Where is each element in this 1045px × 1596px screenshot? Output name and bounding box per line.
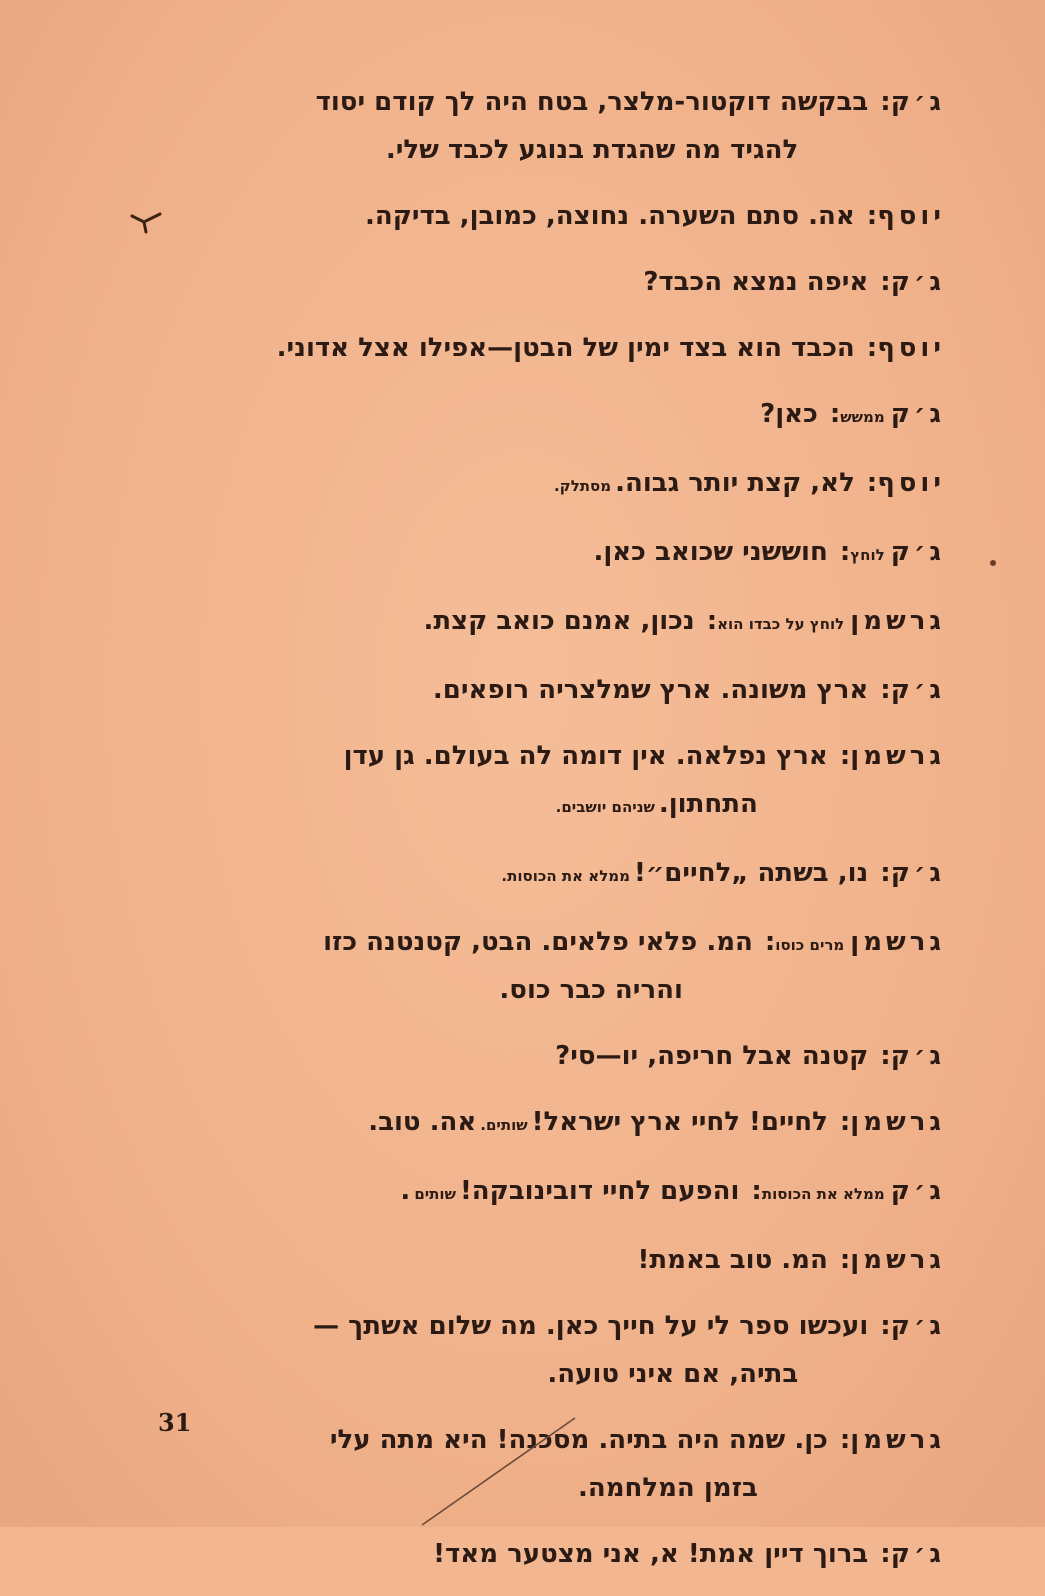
line-text: קטנה אבל חריפה, יו—סי?: [555, 1041, 869, 1071]
line-text: המ. פלאי פלאים. הבט, קטנטנה כזו והריה כבר כוס.: [145, 918, 753, 1014]
speaker-name: ג׳ק: [890, 1311, 945, 1341]
dialogue-line-15: [145, 1167, 945, 1218]
stage-direction: ממלא את הכוסות.: [501, 867, 630, 885]
speaker-colon: :: [880, 858, 891, 888]
dialogue-line-11: [145, 849, 945, 900]
speaker-name: יוסף: [877, 468, 945, 498]
stage-direction: שותים: [414, 1185, 456, 1203]
stage-direction: שניהם יושבים.: [555, 798, 655, 816]
speaker-colon: :: [880, 1311, 891, 1341]
dialogue-line-19: [145, 1530, 945, 1578]
speaker-name: ג׳ק: [890, 87, 945, 117]
speaker-name: יוסף: [877, 201, 945, 231]
speaker-colon: :: [839, 1245, 851, 1275]
speaker-name: ג׳קלוחץ: [850, 537, 945, 567]
speaker-colon: :: [839, 1425, 851, 1455]
stage-direction: מסתלק.: [553, 477, 612, 495]
line-text: כן. שמה היה בתיה. מסכנה! היא מתה עלי בזמן המלחמה.: [145, 1416, 828, 1512]
line-text: נו, בשתה „לחיים״!ממלא את הכוסות.: [501, 858, 869, 888]
speaker-colon: :: [880, 87, 891, 117]
line-text: נכון, אמנם כואב קצת.: [423, 606, 695, 636]
speaker-colon: :: [829, 399, 841, 429]
speaker-name: ג׳ק: [890, 267, 945, 297]
dialogue-line-10: [145, 732, 945, 831]
dialogue-line-7: [145, 528, 945, 579]
pencil-tick-mark: [130, 208, 164, 234]
dialogue-line-16: [145, 1236, 945, 1284]
dialogue-line-4: [145, 324, 945, 372]
stage-direction: לוחץ: [850, 546, 885, 564]
stage-direction: מרים כוסו: [775, 936, 845, 954]
pencil-stroke-mark: [420, 1410, 580, 1527]
stage-direction: לוחץ על כבדו הוא: [717, 615, 845, 633]
dialogue-line-1: [145, 78, 945, 174]
dialogue-line-5: [145, 390, 945, 441]
dialogue-line-2: [145, 192, 945, 240]
line-text: ברוך דיין אמת! א, אני מצטער מאד!: [433, 1539, 869, 1569]
line-text: לחיים! לחיי ארץ ישראל!שותים.אה. טוב.: [368, 1107, 828, 1137]
line-continuation: להגיד מה שהגדת בנוגע לכבד שלי.: [385, 135, 799, 165]
line-text: חוששני שכואב כאן.: [593, 537, 828, 567]
line-text: אה. סתם השערה. נחוצה, כמובן, בדיקה.: [364, 201, 855, 231]
speaker-colon: :: [866, 468, 878, 498]
speaker-colon: :: [866, 333, 878, 363]
dialogue-line-6: [145, 459, 945, 510]
dialogue-line-8: [145, 597, 945, 648]
dialogue-line-9: [145, 666, 945, 714]
speaker-name: גרשמן: [850, 1425, 945, 1455]
stage-direction: שותים.: [480, 1116, 528, 1134]
speaker-name: גרשמןלוחץ על כבדו הוא: [717, 606, 945, 636]
line-continuation: בתיה, אם איני טועה.: [547, 1359, 799, 1389]
line-text: בבקשה דוקטור-מלצר, בטח היה לך קודם יסוד להגיד מה שהגדת בנוגע לכבד שלי.: [145, 78, 868, 174]
line-text: איפה נמצא הכבד?: [643, 267, 869, 297]
speaker-name: ג׳קממלא את הכוסות: [761, 1176, 945, 1206]
speaker-colon: :: [880, 675, 891, 705]
speaker-name: גרשמן: [850, 741, 945, 771]
line-text: לא, קצת יותר גבוה.מסתלק.: [553, 468, 855, 498]
speaker-name: ג׳ק: [890, 858, 945, 888]
line-text: ועכשו ספר לי על חייך כאן. מה שלום אשתך — בתיה, אם איני טועה.: [145, 1302, 868, 1398]
line-text: כאן?: [760, 399, 818, 429]
ink-dot: [990, 560, 996, 566]
speaker-colon: :: [866, 201, 878, 231]
speaker-name: ג׳ק: [890, 1041, 945, 1071]
line-text: ארץ משונה. ארץ שמלצריה רופאים.: [432, 675, 869, 705]
speaker-name: ג׳קממשש: [840, 399, 945, 429]
dialogue-line-12: [145, 918, 945, 1014]
speaker-name: ג׳ק: [890, 675, 945, 705]
speaker-colon: :: [880, 1041, 891, 1071]
line-text: הכבד הוא בצד ימין של הבטן—אפילו אצל אדוני.: [276, 333, 855, 363]
dialogue-block: [145, 78, 945, 1596]
speaker-colon: :: [751, 1176, 762, 1206]
speaker-colon: :: [839, 537, 851, 567]
speaker-colon: :: [764, 927, 776, 957]
dialogue-line-13: [145, 1032, 945, 1080]
stage-direction: ממשש: [840, 408, 885, 426]
speaker-colon: :: [880, 1539, 891, 1569]
line-text: המ. טוב באמת!: [637, 1245, 828, 1275]
line-text: ארץ נפלאה. אין דומה לה בעולם. גן עדן התחתון.שניהם יושבים.: [145, 732, 828, 831]
speaker-colon: :: [880, 267, 891, 297]
speaker-name: יוסף: [877, 333, 945, 363]
speaker-name: גרשמן: [850, 1245, 945, 1275]
line-continuation: התחתון.שניהם יושבים.: [555, 789, 758, 819]
line-continuation: והריה כבר כוס.: [499, 975, 683, 1005]
speaker-name: ג׳ק: [890, 1539, 945, 1569]
stage-direction: ממלא את הכוסות: [761, 1185, 885, 1203]
dialogue-line-17: [145, 1302, 945, 1398]
dialogue-line-3: [145, 258, 945, 306]
speaker-colon: :: [706, 606, 718, 636]
speaker-name: גרשמןמרים כוסו: [775, 927, 945, 957]
line-continuation: בזמן המלחמה.: [577, 1473, 758, 1503]
speaker-name: גרשמן: [850, 1107, 945, 1137]
line-text: והפעם לחיי דובינובקה!שותים.: [400, 1176, 740, 1206]
page-number: 31: [158, 1408, 192, 1437]
dialogue-line-14: [145, 1098, 945, 1149]
speaker-colon: :: [839, 1107, 851, 1137]
speaker-colon: :: [839, 741, 851, 771]
